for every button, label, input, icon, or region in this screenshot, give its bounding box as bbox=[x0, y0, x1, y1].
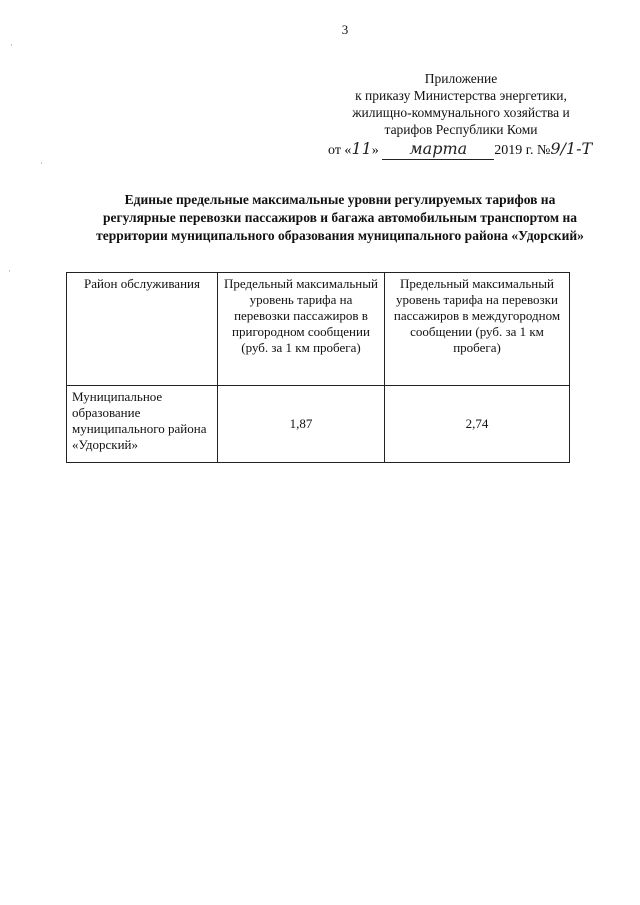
appendix-line: к приказу Министерства энергетики, bbox=[355, 88, 567, 103]
cell-area: Муниципальное образование муниципального района «Удорский» bbox=[67, 386, 218, 463]
order-month: марта bbox=[409, 139, 468, 158]
scan-artifact: · bbox=[8, 266, 11, 276]
scan-artifact: · bbox=[40, 158, 43, 168]
title-line: территории муниципального образования муниципального района «Удорский» bbox=[96, 228, 584, 243]
appendix-block bbox=[320, 70, 602, 138]
appendix-line: тарифов Республики Коми bbox=[384, 122, 538, 137]
order-year: 2019 г. № bbox=[494, 143, 551, 158]
table-header-row bbox=[67, 273, 570, 386]
order-day: 11 bbox=[351, 139, 372, 158]
appendix-line: Приложение bbox=[424, 71, 498, 86]
order-reference bbox=[328, 139, 592, 160]
scan-artifact: · bbox=[10, 40, 13, 50]
tariff-table bbox=[66, 272, 570, 463]
title-line: регулярные перевозки пассажиров и багажа автомобильным транспортом на bbox=[103, 210, 577, 225]
header-intercity: Предельный максимальный уровень тарифа на перевозки пассажиров в междугородном сообщении (руб. за 1 км пробега) bbox=[385, 273, 570, 386]
order-quote-close: » bbox=[371, 143, 379, 158]
order-number: 9/1-Т bbox=[550, 139, 593, 158]
header-suburban: Предельный максимальный уровень тарифа на перевозки пассажиров в пригородном сообщении (руб. за 1 км пробега) bbox=[218, 273, 385, 386]
order-prefix: от « bbox=[328, 143, 352, 158]
cell-intercity: 2,74 bbox=[385, 386, 570, 463]
cell-suburban: 1,87 bbox=[218, 386, 385, 463]
title-line: Единые предельные максимальные уровни регулируемых тарифов на bbox=[124, 192, 556, 207]
appendix-line: жилищно-коммунального хозяйства и bbox=[352, 105, 570, 120]
document-title bbox=[60, 191, 620, 245]
header-area: Район обслуживания bbox=[67, 273, 218, 386]
page-number: 3 bbox=[341, 22, 349, 37]
table-row bbox=[67, 386, 570, 463]
